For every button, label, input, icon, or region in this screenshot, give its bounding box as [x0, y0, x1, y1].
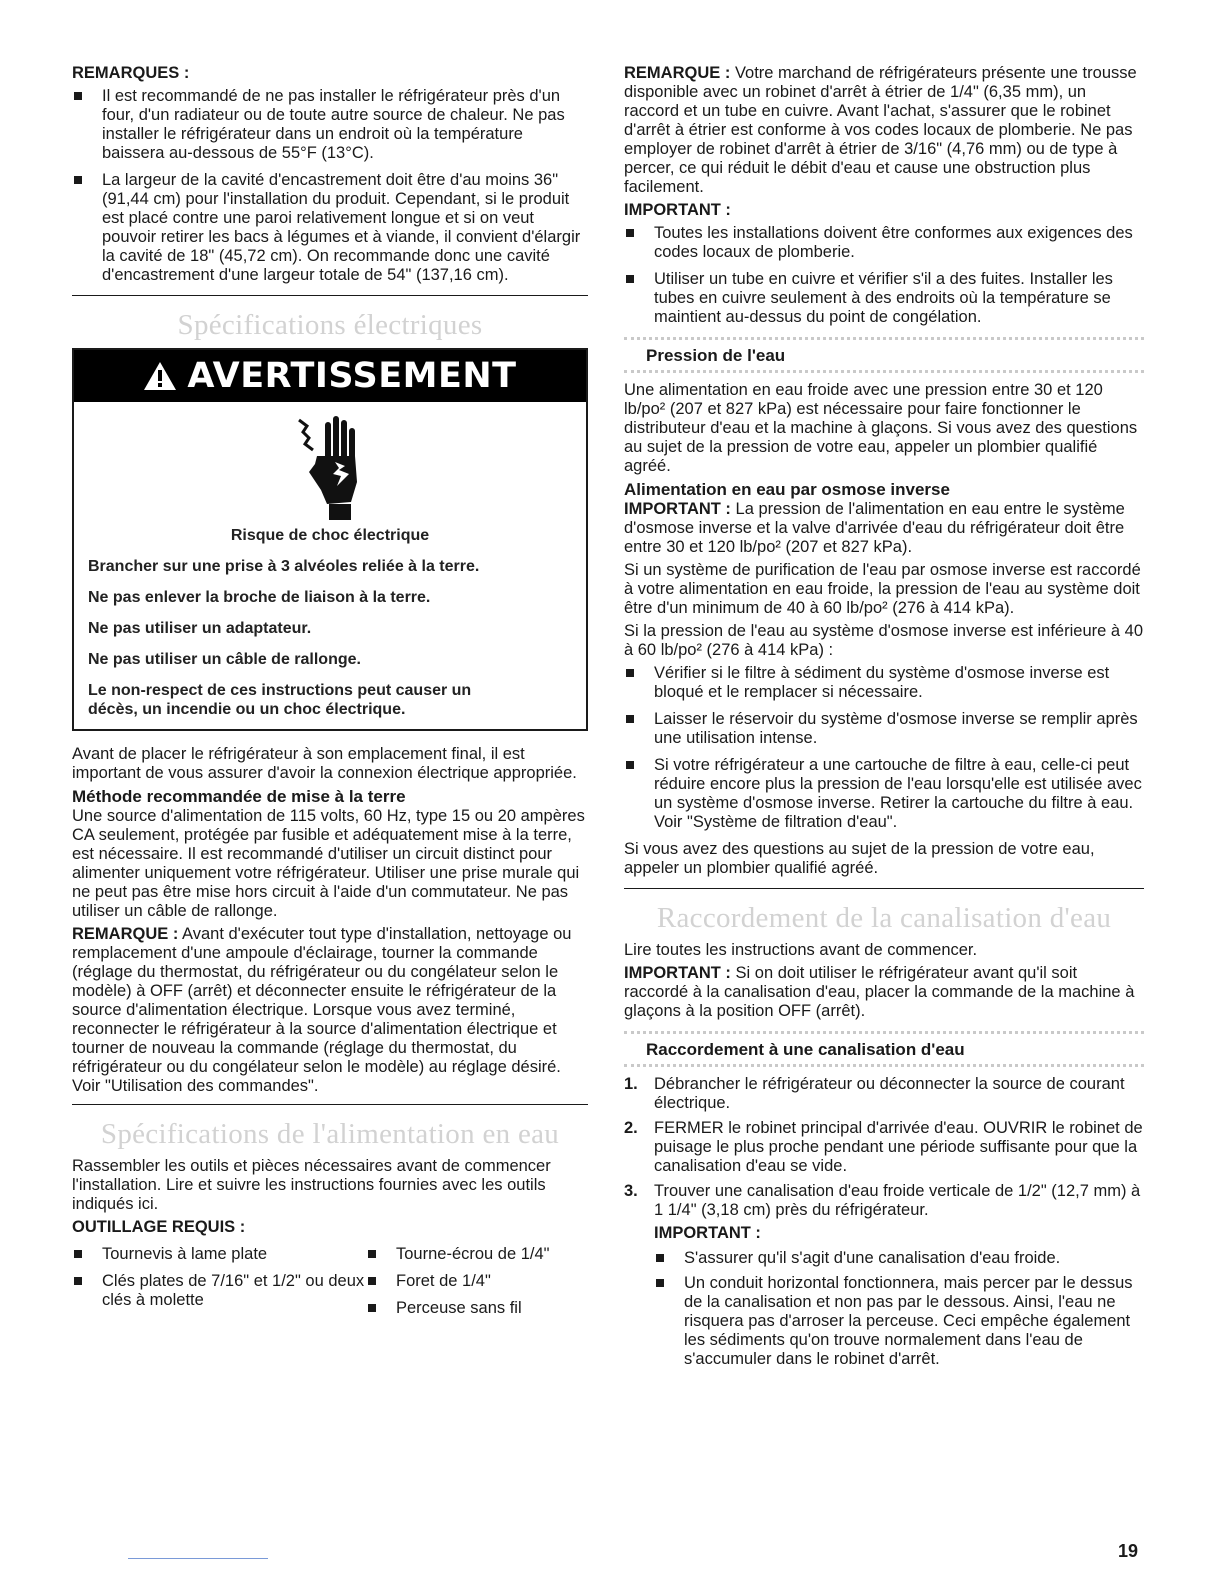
- remark-text: Votre marchand de réfrigérateurs présente une trousse disponible avec un robinet d'arrêt à étrier de 1/4" (6,35 mm), un raccord et un tube en cuivre. Avant l'achat, s'assurer que le robinet d'arrêt à étrier est conforme à vos codes locaux de plomberie. Ne pas employer de robinet d'arrêt à étrier de 3/16" (4,76 mm) ou de type à percer, ce qui réduit le débit d'eau et cause une obstruction plus facilement.: [624, 64, 1137, 196]
- step3-important-label: IMPORTANT :: [654, 1224, 761, 1242]
- electrical-intro: Avant de placer le réfrigérateur à son emplacement final, il est important de vous assurer d'avoir la connexion électrique appropriée.: [72, 745, 577, 782]
- list-item: Perceuse sans fil: [366, 1299, 588, 1318]
- warning-triangle-icon: [143, 361, 177, 391]
- notes-label: REMARQUES :: [72, 64, 190, 82]
- ro-paragraph: Si un système de purification de l'eau par osmose inverse est raccordé à votre alimentation en eau froide, la pression de l'eau au système doit être d'un minimum de 40 à 60 lb/po² (276 à 414 kPa).: [624, 561, 1141, 617]
- pressure-text: Une alimentation en eau froide avec une pression entre 30 et 120 lb/po² (207 et 827 kPa) est nécessaire pour faire fonctionner le distributeur d'eau et la machine à glaçons. Si vous avez des questions au sujet de la pression de votre eau, appeler un plombier qualifié agréé.: [624, 381, 1138, 475]
- ro-list: [624, 664, 1144, 832]
- subsection-band: [624, 1031, 1144, 1067]
- section-title-electrical: Spécifications électriques: [177, 309, 483, 341]
- left-column: [72, 64, 588, 1332]
- list-item: Tournevis à lame plate: [72, 1245, 366, 1264]
- right-column: [624, 64, 1144, 1375]
- page-number: 19: [1118, 1541, 1139, 1561]
- tools-list: [72, 1245, 588, 1332]
- ro-important: [624, 500, 1144, 557]
- divider: [72, 295, 588, 296]
- warning-box: [72, 348, 588, 731]
- divider: [128, 1558, 268, 1559]
- notes-list: [72, 87, 588, 285]
- subsection-band: [624, 337, 1144, 373]
- list-item: [624, 1182, 1144, 1369]
- list-item: Toutes les installations doivent être conformes aux exigences des codes locaux de plomberie.: [624, 224, 1144, 262]
- step-text: Débrancher le réfrigérateur ou déconnecter la source de courant électrique.: [654, 1075, 1125, 1112]
- steps-list: [624, 1075, 1144, 1369]
- warning-line: Brancher sur une prise à 3 alvéoles reliée à la terre.: [88, 558, 480, 575]
- step-text: FERMER le robinet principal d'arrivée d'eau. OUVRIR le robinet de puisage le plus proche pendant une période suffisante pour que la canalisation d'eau se vide.: [654, 1119, 1143, 1175]
- remark-text: Avant d'exécuter tout type d'installation, nettoyage ou remplacement d'une ampoule d'éclairage, tourner la commande (réglage du thermostat, du réfrigérateur ou du congélateur selon le modèle) à OFF (arrêt) et déconnecter ensuite le réfrigérateur de la source d'alimentation électrique. Lorsque vous avez terminé, reconnecter le réfrigérateur à la source d'alimentation électrique et tourner de nouveau la commande (réglage du thermostat, du réfrigérateur ou du congélateur selon le modèle) au réglage désiré. Voir "Utilisation des commandes".: [72, 925, 572, 1095]
- warning-line: Risque de choc électrique: [230, 527, 430, 544]
- warning-line: Le non-respect de ces instructions peut causer un décès, un incendie ou un choc électrique.: [88, 682, 472, 718]
- divider: [624, 888, 1144, 889]
- list-item: La largeur de la cavité d'encastrement doit être d'au moins 36" (91,44 cm) pour l'installation du produit. Cependant, si le produit est placé contre une paroi relativement longue et si on veut pouvoir retirer les bacs à légumes et à viande, il convient d'élargir la cavité de 18" (45,72 cm). On recommande donc une cavité d'encastrement d'une largeur totale de 54" (137,16 cm).: [72, 171, 588, 285]
- list-item: Foret de 1/4": [366, 1272, 588, 1291]
- tools-col-2: [366, 1245, 588, 1326]
- step-number: 2.: [624, 1119, 638, 1137]
- warning-body: [74, 526, 586, 729]
- tools-col-1: [72, 1245, 366, 1326]
- list-item: Laisser le réservoir du système d'osmose inverse se remplir après une utilisation intense.: [624, 710, 1144, 748]
- connect-important-text: Si on doit utiliser le réfrigérateur avant qu'il soit raccordé à la canalisation d'eau, placer la commande de la machine à glaçons à la position OFF (arrêt).: [624, 964, 1135, 1020]
- warning-banner: [74, 350, 586, 402]
- grounding-heading: Méthode recommandée de mise à la terre: [72, 787, 406, 806]
- connect-important: [624, 964, 1144, 1021]
- electric-shock-hand-icon: [74, 402, 586, 526]
- list-item: S'assurer qu'il s'agit d'une canalisation d'eau froide.: [654, 1249, 1144, 1268]
- remark-paragraph: [624, 64, 1144, 197]
- list-item: Vérifier si le filtre à sédiment du système d'osmose inverse est bloqué et le remplacer si nécessaire.: [624, 664, 1144, 702]
- tools-label: OUTILLAGE REQUIS :: [72, 1218, 246, 1236]
- ro-important-label: IMPORTANT :: [624, 500, 731, 518]
- list-item: Un conduit horizontal fonctionnera, mais percer par le dessus de la canalisation et non pas par le dessous. Ainsi, l'eau ne risquera pas d'arroser la perceuse. Ceci empêche également les sédiments qu'on trouve normalement dans l'eau de s'accumuler dans le robinet d'arrêt.: [654, 1274, 1144, 1369]
- ro-heading: Alimentation en eau par osmose inverse: [624, 480, 950, 499]
- list-item: [624, 1119, 1144, 1176]
- list-item: Il est recommandé de ne pas installer le réfrigérateur près d'un four, d'un radiateur ou de toute autre source de chaleur. Ne pas installer le réfrigérateur dans un endroit où la température baissera au-dessous de 55°F (13°C).: [72, 87, 588, 163]
- connect-important-label: IMPORTANT :: [624, 964, 731, 982]
- grounding-text: Une source d'alimentation de 115 volts, 60 Hz, type 15 ou 20 ampères CA seulement, protégée par fusible et adéquatement mise à la terre, est nécessaire. Il est recommandé d'utiliser un circuit distinct pour alimenter uniquement votre réfrigérateur. Utiliser une prise murale qui ne peut pas être mise hors circuit à l'aide d'un commutateur. Ne pas utiliser un câble de rallonge.: [72, 807, 585, 920]
- step-text: Trouver une canalisation d'eau froide verticale de 1/2" (12,7 mm) à 1 1/4" (3,18 cm) près du réfrigérateur.: [654, 1182, 1141, 1219]
- remark-label: REMARQUE :: [624, 64, 731, 82]
- step-number: 1.: [624, 1075, 638, 1093]
- connect-intro: Lire toutes les instructions avant de commencer.: [624, 941, 978, 959]
- warning-line: Ne pas utiliser un câble de rallonge.: [88, 651, 361, 668]
- step-number: 3.: [624, 1182, 638, 1200]
- divider: [72, 1104, 588, 1105]
- list-item: Tourne-écrou de 1/4": [366, 1245, 588, 1264]
- connect-heading: Raccordement à une canalisation d'eau: [646, 1040, 965, 1059]
- list-item: [624, 1075, 1144, 1113]
- pressure-heading: Pression de l'eau: [646, 346, 786, 365]
- ro-paragraph: Si vous avez des questions au sujet de la pression de votre eau, appeler un plombier qualifié agréé.: [624, 840, 1095, 877]
- warning-title: AVERTISSEMENT: [187, 355, 517, 396]
- warning-line: Ne pas enlever la broche de liaison à la terre.: [88, 589, 431, 606]
- ro-important-text: La pression de l'alimentation en eau entre le système d'osmose inverse et la valve d'arrivée d'eau du réfrigérateur doit être entre 30 et 120 lb/po² (207 et 827 kPa).: [624, 500, 1125, 556]
- list-item: Clés plates de 7/16" et 1/2" ou deux clés à molette: [72, 1272, 366, 1310]
- water-intro: Rassembler les outils et pièces nécessaires avant de commencer l'installation. Lire et suivre les instructions fournies avec les outils indiqués ici.: [72, 1157, 551, 1213]
- ro-paragraph: Si la pression de l'eau au système d'osmose inverse est inférieure à 40 à 60 lb/po² (276 à 414 kPa) :: [624, 622, 1143, 659]
- section-title-water: Spécifications de l'alimentation en eau: [100, 1118, 560, 1150]
- warning-line: Ne pas utiliser un adaptateur.: [88, 620, 312, 637]
- step3-list: [654, 1249, 1144, 1369]
- important-list: [624, 224, 1144, 327]
- section-title-connect: Raccordement de la canalisation d'eau: [656, 902, 1112, 934]
- remark-paragraph: [72, 925, 588, 1096]
- important-label: IMPORTANT :: [624, 201, 731, 219]
- list-item: Si votre réfrigérateur a une cartouche de filtre à eau, celle-ci peut réduire encore plus la pression de l'eau lorsqu'elle est utilisée avec un système d'osmose inverse. Retirer la cartouche du filtre à eau. Voir "Système de filtration d'eau".: [624, 756, 1144, 832]
- remark-label: REMARQUE :: [72, 925, 179, 943]
- list-item: Utiliser un tube en cuivre et vérifier s'il a des fuites. Installer les tubes en cuivre seulement à des endroits où la température se maintient au-dessus du point de congélation.: [624, 270, 1144, 327]
